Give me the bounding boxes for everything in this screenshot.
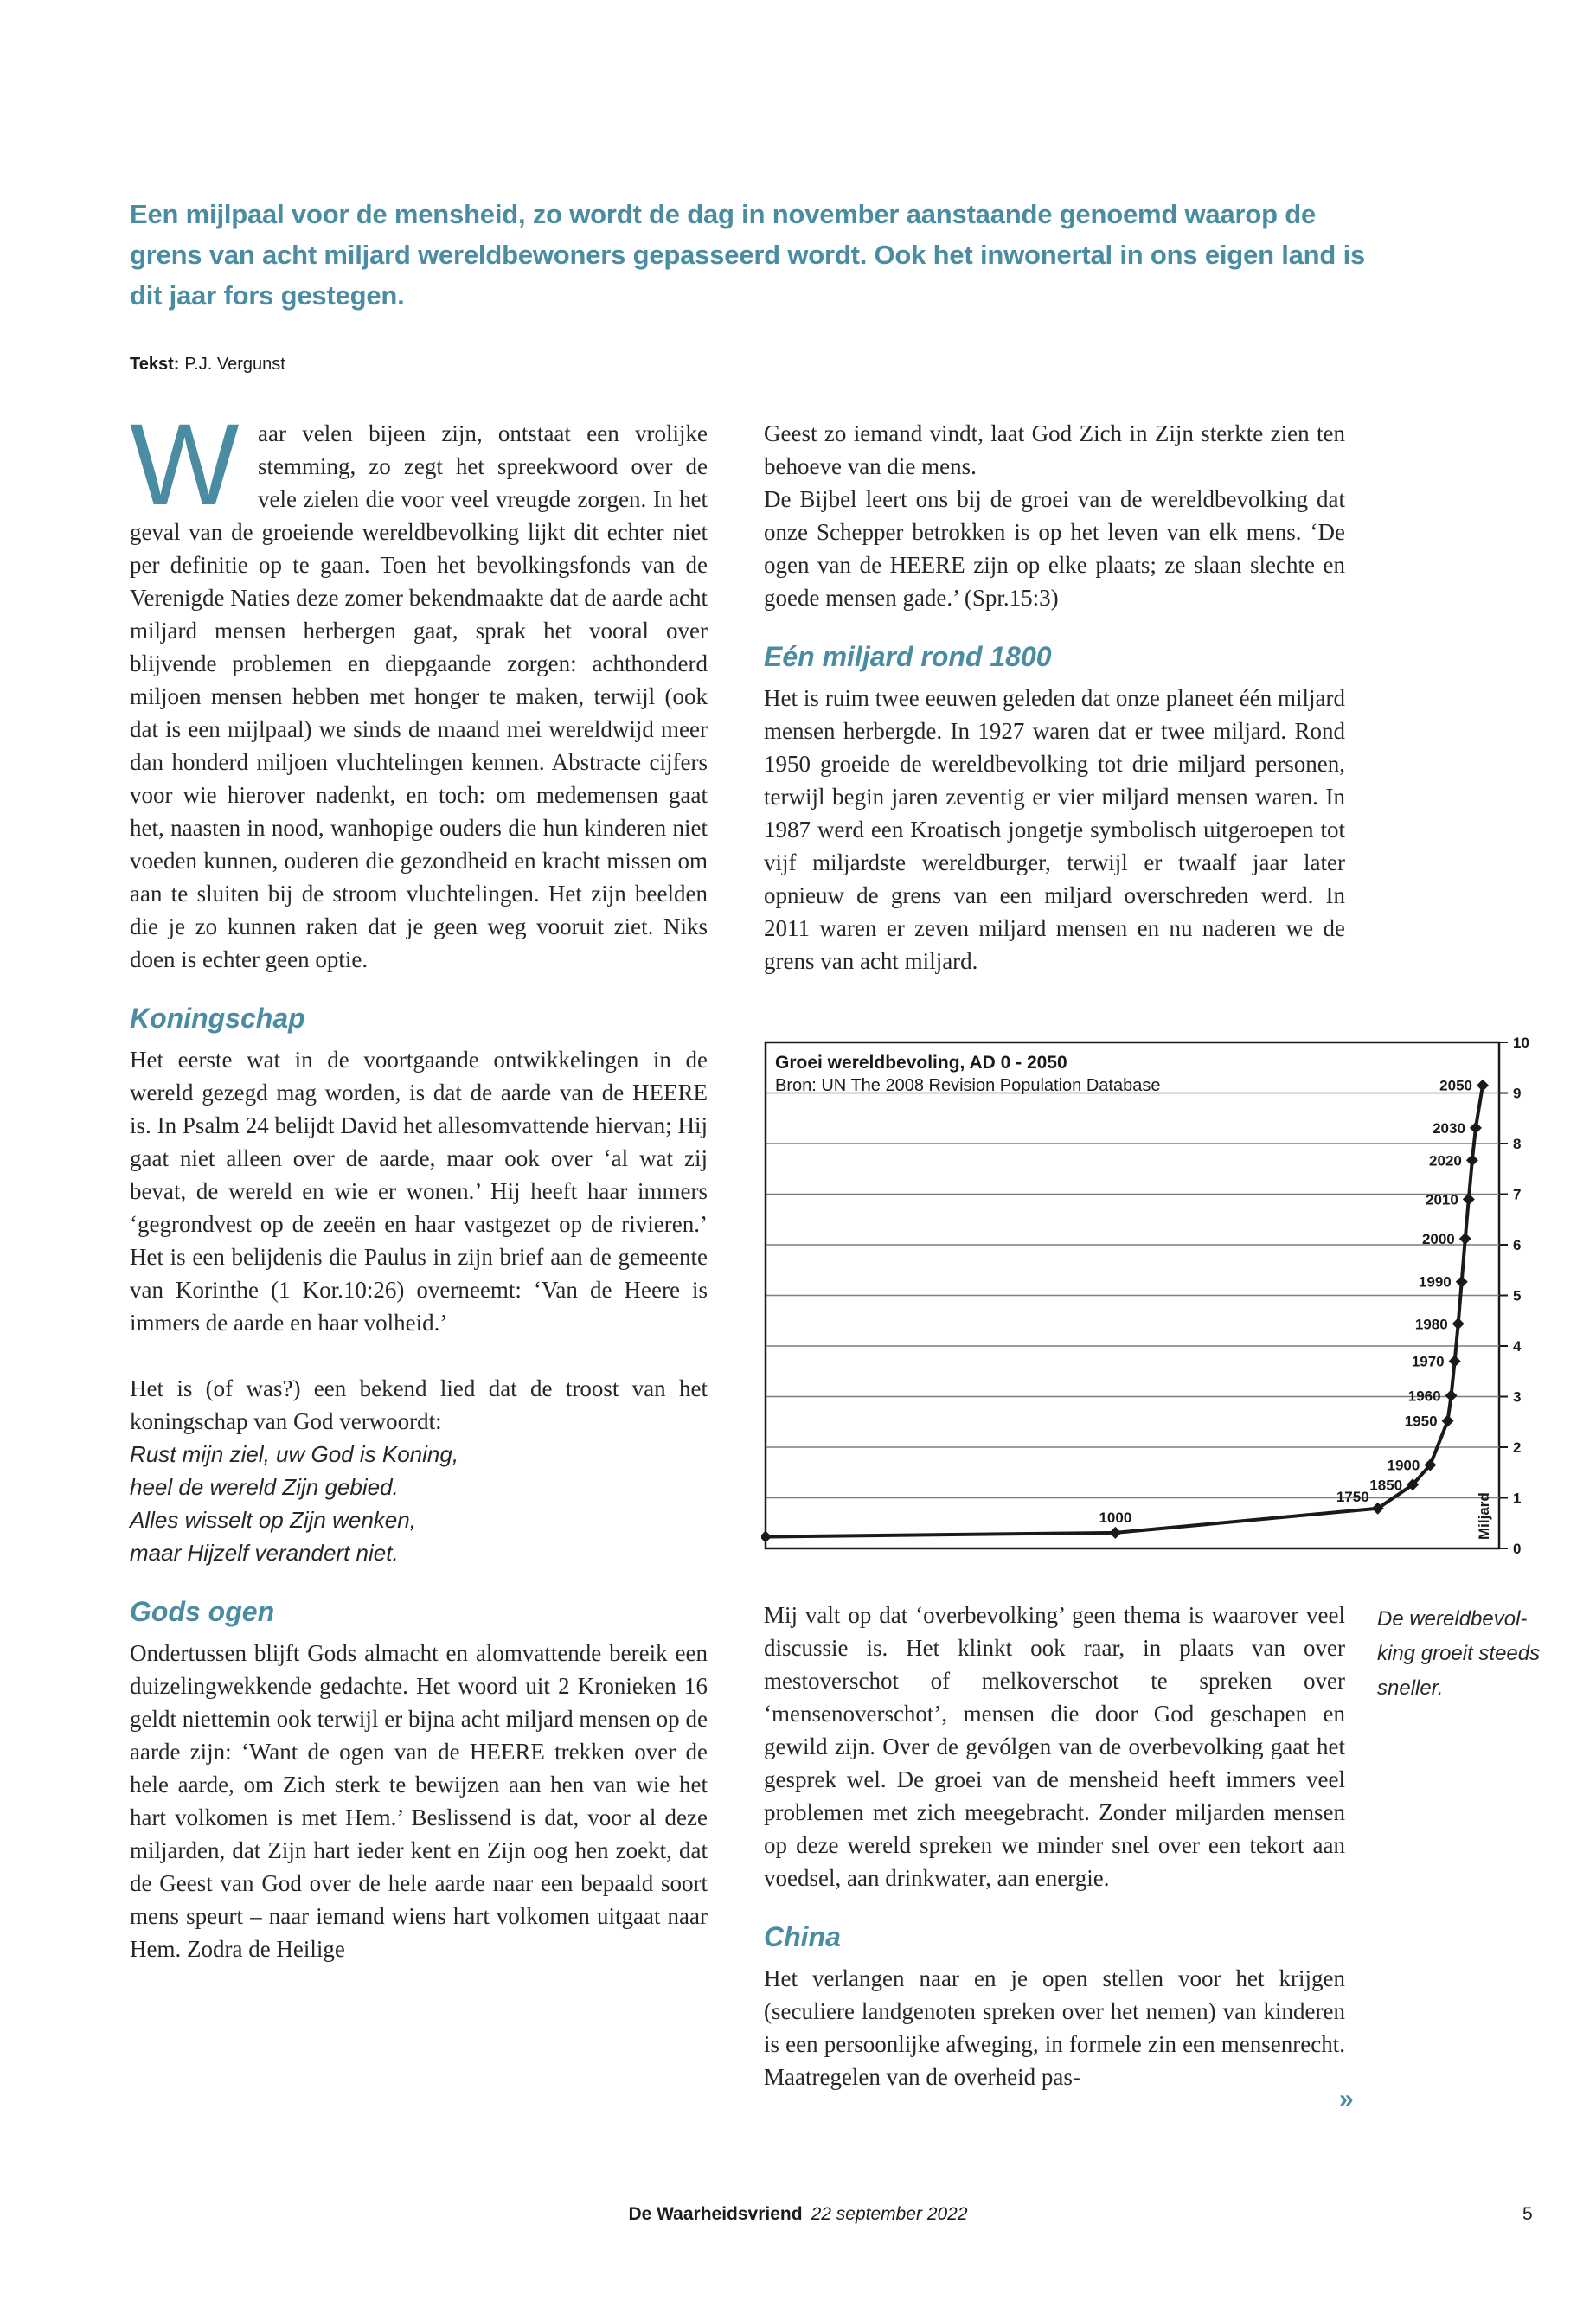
svg-text:2: 2 xyxy=(1513,1439,1522,1456)
footer-date: 22 september 2022 xyxy=(811,2204,968,2224)
paragraph-gap xyxy=(130,1339,708,1372)
verse-line: maar Hijzelf verandert niet. xyxy=(130,1540,399,1566)
svg-text:1950: 1950 xyxy=(1404,1413,1438,1430)
svg-text:1850: 1850 xyxy=(1369,1477,1403,1494)
svg-text:3: 3 xyxy=(1513,1388,1522,1406)
verse-line: heel de wereld Zijn gebied. xyxy=(130,1474,399,1500)
caption-line: sneller. xyxy=(1377,1676,1444,1700)
svg-text:4: 4 xyxy=(1513,1338,1522,1355)
svg-text:2050: 2050 xyxy=(1439,1077,1472,1094)
body-paragraph: Het eerste wat in de voortgaande ontwikkelingen in de wereld gezegd mag worden, is dat de aarde van de HEERE is. In Psalm 24 belijdt David het allesomvattende hiervan; Hij gaat niet alleen over de aarde, maar ook over ‘al wat zij bevat, de wereld en wie er wonen.’ Hij heeft haar immers ‘gegrondvest op de zeeën en haar vastgezet op de rivieren.’ Het is een belijdenis die Paulus in zijn brief aan de gemeente van Korinthe (1 Kor.10:26) overneemt: ‘Van de Heere is immers de aarde en haar volheid.’ xyxy=(130,1047,708,1336)
section-heading-koningschap: Koningschap xyxy=(130,1003,305,1034)
chart-svg xyxy=(761,1035,1540,1554)
caption-line: king groeit steeds xyxy=(1377,1642,1541,1665)
svg-text:1990: 1990 xyxy=(1418,1273,1452,1291)
svg-text:0: 0 xyxy=(1513,1541,1522,1554)
footer-magazine-title: De Waarheidsvriend xyxy=(628,2204,803,2224)
byline-author: P.J. Vergunst xyxy=(184,355,285,374)
dropcap-w: W xyxy=(130,401,240,529)
body-paragraph: Het is ruim twee eeuwen geleden dat onze planeet één miljard mensen herbergde. In 1927 waren dat er twee miljard. Rond 1950 groeide de wereldbevolking tot drie miljard personen, terwijl begin jaren zeventig er vier miljard mensen waren. In 1987 werd een Kroatisch jongetje symbolisch uitgeroepen tot vijf miljardste wereldburger, terwijl er twaalf jaar later opnieuw de grens van een miljard overschreden werd. In 2011 waren er zeven miljard mensen en nu naderen we de grens van acht miljard. xyxy=(764,685,1345,974)
page-footer xyxy=(0,2202,1596,2227)
svg-text:1000: 1000 xyxy=(1099,1509,1132,1526)
svg-text:Miljard: Miljard xyxy=(1476,1492,1492,1540)
column-right-bottom xyxy=(764,1599,1345,2093)
byline xyxy=(130,353,285,375)
caption-line: De wereldbevol- xyxy=(1377,1607,1528,1631)
column-left xyxy=(130,401,708,1965)
svg-text:6: 6 xyxy=(1513,1237,1522,1253)
body-paragraph: Ondertussen blijft Gods almacht en alomvattende bereik een duizelingwekkende gedachte. Het woord uit 2 Kronieken 16 geldt niettemin ook terwijl er bijna acht miljard mensen op de aarde zijn: ‘Want de ogen van de HEERE trekken over de hele aarde, om Zich sterk te bewijzen aan hen van wie het hart volkomen is met Hem.’ Beslissend is dat, voor al deze miljarden, dat Zijn hart ieder kent en Zijn oog hen zoekt, dat de Geest van God over de hele aarde naar een bepaald soort mens speurt – naar iemand wiens hart volkomen uitgaat naar Hem. Zodra de Heilige xyxy=(130,1640,708,1962)
column-right-top xyxy=(764,417,1345,977)
body-paragraph: Het is (of was?) een bekend lied dat de troost van het koningschap van God verwoordt: xyxy=(130,1375,708,1434)
svg-text:5: 5 xyxy=(1513,1287,1522,1304)
verse-line: Alles wisselt op Zijn wenken, xyxy=(130,1507,416,1533)
svg-text:Groei wereldbevoling, AD 0 - 2: Groei wereldbevoling, AD 0 - 2050 xyxy=(775,1053,1067,1073)
body-paragraph: De Bijbel leert ons bij de groei van de wereldbevolking dat onze Schepper betrokken is op het leven van elk mens. ‘De ogen van de HEERE zijn op elke plaats; ze slaan slechte en goede mensen gade.’ (Spr.15:3) xyxy=(764,486,1345,611)
svg-text:2000: 2000 xyxy=(1421,1230,1455,1247)
intro-paragraph: Een mijlpaal voor de mensheid, zo wordt de dag in november aanstaande genoemd waarop de grens van acht miljard wereldbewoners gepasseerd wordt. Ook het inwonertal in ons eigen land is dit jaar fors gestegen. xyxy=(130,199,1366,311)
svg-text:1: 1 xyxy=(1513,1490,1522,1507)
verse-line: Rust mijn ziel, uw God is Koning, xyxy=(130,1441,459,1467)
svg-text:1970: 1970 xyxy=(1411,1353,1445,1370)
body-paragraph: Het verlangen naar en je open stellen voor het krijgen (seculiere landgenoten spreken over het nemen) van kinderen is een persoonlijke afweging, in formele zin een mensenrecht. Maatregelen van de overheid pas- xyxy=(764,1965,1345,2090)
svg-text:1960: 1960 xyxy=(1407,1388,1441,1405)
body-paragraph: Geest zo iemand vindt, laat God Zich in Zijn sterkte zien ten behoeve van die mens. xyxy=(764,420,1345,479)
section-heading-een-miljard: Eén miljard rond 1800 xyxy=(764,641,1052,672)
chart-caption xyxy=(1377,1602,1550,1706)
body-paragraph xyxy=(130,401,708,976)
svg-text:8: 8 xyxy=(1513,1136,1522,1152)
continuation-icon: » xyxy=(1339,2085,1354,2113)
body-paragraph: Mij valt op dat ‘overbevolking’ geen thema is waarover veel discussie is. Het klinkt ook raar, in plaats van over mestoverschot of melkoverschot te spreken over ‘mensenoverschot’, mensen die door God geschapen en gewild zijn. Over de gevólgen van de overbevolking gaat het gesprek wel. De groei van de mensheid heeft immers veel problemen met zich meegebracht. Zonder miljarden mensen op deze wereld spreken we minder snel over een tekort aan voedsel, aan drinkwater, aan energie. xyxy=(764,1602,1345,1891)
svg-text:7: 7 xyxy=(1513,1186,1522,1203)
svg-text:10: 10 xyxy=(1513,1035,1529,1051)
svg-text:9: 9 xyxy=(1513,1085,1522,1102)
population-growth-chart xyxy=(761,1035,1540,1554)
song-verse xyxy=(130,1438,708,1569)
section-heading-gods-ogen: Gods ogen xyxy=(130,1596,275,1627)
page-number: 5 xyxy=(1522,2204,1533,2224)
body-text: aar velen bijeen zijn, ontstaat een vrolijke stemming, zo zegt het spreekwoord over de vele zielen die voor veel vreugde zorgen. In het geval van de groeiende wereldbevolking lijkt dit echter niet per definitie op te gaan. Toen het bevolkingsfonds van de Verenigde Naties deze zomer bekendmaakte dat de aarde acht miljard mensen herbergen gaat, sprak het vooral over blijvende problemen en diepgaande zorgen: achthonderd miljoen mensen hebben met honger te maken, terwijl (ook dat is een mijlpaal) we sinds de maand mei wereldwijd meer dan honderd miljoen vluchtelingen kennen. Abstracte cijfers voor wie hierover nadenkt, en toch: om medemensen gaat het, naasten in nood, wanhopige ouders die hun kinderen niet voeden kunnen, ouderen die gezondheid en kracht missen om aan te sluiten bij de stroom vluchtelingen. Het zijn beelden die je zo kunnen raken dat je geen weg vooruit ziet. Niks doen is echter geen optie. xyxy=(130,420,708,972)
svg-text:1750: 1750 xyxy=(1336,1488,1369,1505)
svg-text:1980: 1980 xyxy=(1414,1316,1448,1333)
svg-text:2010: 2010 xyxy=(1425,1191,1458,1208)
svg-text:Bron: UN The 2008 Revision Pop: Bron: UN The 2008 Revision Population Database xyxy=(775,1076,1161,1095)
svg-text:1900: 1900 xyxy=(1387,1457,1420,1474)
byline-label: Tekst: xyxy=(130,355,180,374)
svg-text:2020: 2020 xyxy=(1429,1152,1462,1170)
svg-text:2030: 2030 xyxy=(1433,1119,1465,1137)
section-heading-china: China xyxy=(764,1921,841,1952)
